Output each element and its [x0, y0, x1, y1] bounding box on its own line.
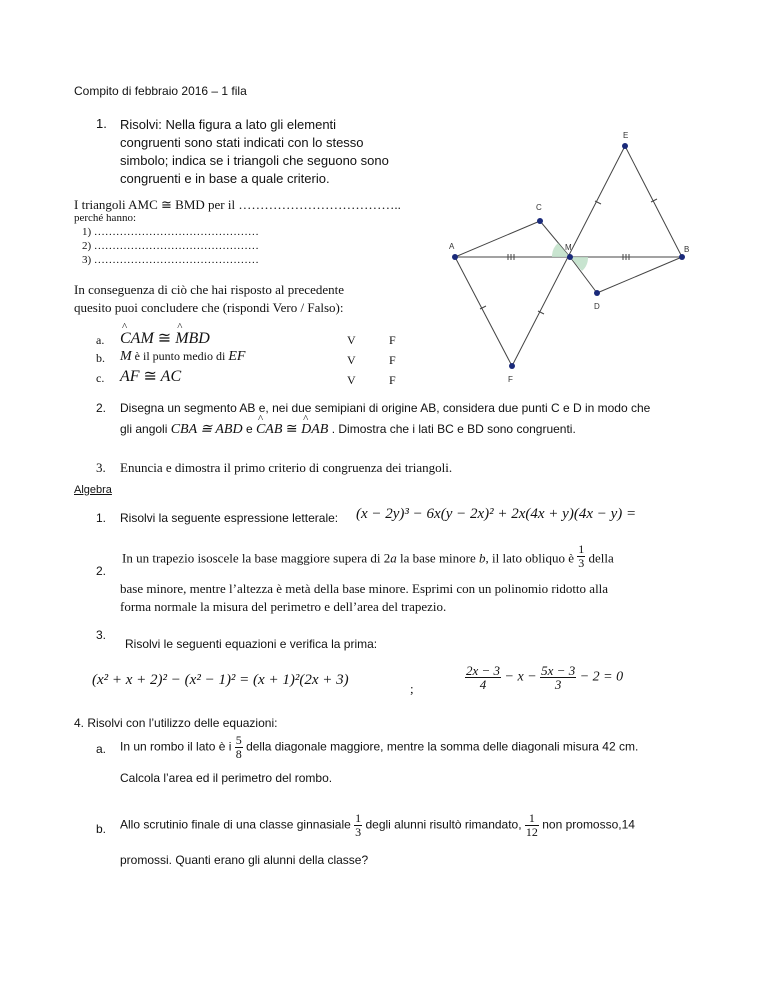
q2-pre-text: In un trapezio isoscele la base maggiore supera di 2: [122, 550, 391, 566]
alg-q3-text: Risolvi le seguenti equazioni e verifica la prima:: [125, 637, 378, 651]
q2-and: e: [245, 422, 256, 436]
reason-item: 2) ………………………………………: [82, 240, 259, 252]
q4a-label: a.: [96, 742, 107, 756]
vf-c-label: c.: [96, 371, 105, 385]
q2-number: 2.: [96, 401, 107, 415]
q1-line: Risolvi: Nella figura a lato gli elementi: [120, 117, 337, 132]
q4a-line1: [120, 734, 638, 761]
fraction-one-twelfth: $\frac{1}{12}$: [525, 811, 538, 839]
vf-c-v: V: [347, 373, 356, 387]
q3-text: Enuncia e dimostra il primo criterio di congruenza dei triangoli.: [120, 460, 453, 475]
vf-a-statement: [120, 328, 210, 348]
q4a-post: della diagonale maggiore, mentre la somma delle diagonali misura 42 cm.: [242, 739, 639, 754]
q2-post: . Dimostra che i lati BC e BD sono congruenti.: [331, 422, 576, 436]
vf-a-label: a.: [96, 333, 105, 347]
point-a: [452, 254, 458, 260]
alg-q2-number: 2.: [96, 564, 107, 578]
fraction-one-third: $\frac{1}{3}$: [578, 542, 585, 570]
var-b: b: [479, 550, 486, 566]
q1-line: congruenti e in base a quale criterio.: [120, 171, 330, 186]
congruent-symbol: ≅: [282, 422, 302, 437]
segment-ac-line: [455, 221, 540, 257]
segment-af: AF: [120, 368, 140, 385]
conseguenza-line: quesito puoi concludere che (rispondi Vero / Falso):: [74, 300, 344, 315]
section-algebra: Algebra: [74, 484, 112, 496]
q4b-line1: [120, 812, 635, 839]
q3-number: 3.: [96, 460, 106, 475]
angle-dab: ^ DAB: [301, 422, 328, 438]
q4b-post: non promosso,14: [538, 817, 635, 832]
alg-q2-line1: [122, 542, 614, 570]
point-f: [509, 363, 515, 369]
geometry-figure: [440, 128, 700, 390]
segment-af-line: [455, 257, 512, 366]
q2-post-text: , il lato obliquo è: [485, 550, 578, 566]
equation-2: [465, 664, 623, 691]
point-d: [594, 290, 600, 296]
vf-b-v: V: [347, 353, 356, 367]
q4b-pre: Allo scrutinio finale di una classe ginnasiale: [120, 817, 355, 832]
angle-mbd: ^ MBD: [175, 330, 210, 348]
equation-separator: ;: [410, 681, 414, 696]
label-e: E: [623, 131, 629, 140]
q2-angles-1: CBA ≅ ABD: [170, 422, 243, 437]
q4b-label: b.: [96, 822, 107, 836]
q2-pre: gli angoli: [120, 422, 171, 436]
vf-c-f: F: [389, 373, 396, 387]
label-m: M: [565, 243, 572, 252]
label-a: A: [449, 242, 455, 251]
angle-cab: ^ CAB: [256, 422, 282, 438]
label-f: F: [508, 375, 513, 384]
conseguenza-line: In conseguenza di ciò che hai risposto al precedente: [74, 282, 344, 297]
q4-title: 4. Risolvi con l’utilizzo delle equazioni:: [74, 716, 278, 730]
alg-q2-line2: base minore, mentre l’altezza è metà della base minore. Esprimi con un polinomio ridotto alla: [120, 581, 609, 596]
q2-end-text: della: [588, 550, 614, 566]
vf-b-label: b.: [96, 351, 105, 365]
q4a-pre: In un rombo il lato è i: [120, 739, 235, 754]
reason-item: 3) ………………………………………: [82, 254, 259, 266]
point-e: [622, 143, 628, 149]
segment-ef: EF: [228, 349, 246, 364]
vf-c-statement: [120, 366, 181, 386]
conseguenza-text: [74, 281, 344, 317]
q1-line: congruenti sono stati indicati con lo stesso: [120, 135, 364, 150]
eq2-mid: − x −: [501, 669, 541, 685]
label-c: C: [536, 203, 542, 212]
fraction-eq2-first: $\frac{2x - 3}{4}$: [466, 663, 501, 692]
q2-line1: Disegna un segmento AB e, nei due semipiani di origine AB, considera due punti C e D in modo che: [120, 401, 651, 415]
point-c: [537, 218, 543, 224]
angle-cam: ^ CAM: [120, 330, 154, 348]
q2-line2: [120, 421, 576, 438]
label-d: D: [594, 302, 600, 311]
congruent-symbol: ≅: [143, 368, 157, 385]
equation-1: (x² + x + 2)² − (x² − 1)² = (x + 1)²(2x + 3): [92, 672, 349, 688]
q1-number: 1.: [96, 116, 107, 131]
q2-mid-text: la base minore: [396, 550, 480, 566]
point-b: [679, 254, 685, 260]
eq2-end: − 2 = 0: [576, 669, 624, 685]
vf-b-statement: [120, 347, 245, 365]
q4b-line2: promossi. Quanti erano gli alunni della classe?: [120, 853, 369, 867]
reasons-list: [82, 225, 259, 267]
segment-ac: AC: [160, 368, 182, 385]
vf-b-f: F: [389, 353, 396, 367]
page-title: Compito di febbraio 2016 – 1 fila: [74, 84, 247, 98]
q4b-mid: degli alunni risultò rimandato,: [362, 817, 525, 832]
alg-q1-text: Risolvi la seguente espressione letterale:: [120, 511, 339, 525]
alg-q2-line3: forma normale la misura del perimetro e dell’area del trapezio.: [120, 599, 447, 614]
alg-q3-number: 3.: [96, 628, 107, 642]
alg-q1-number: 1.: [96, 511, 107, 525]
q1-text: [120, 116, 389, 188]
congruent-symbol: ≅: [157, 330, 172, 347]
point-m: M: [120, 349, 132, 364]
q4a-line2: Calcola l’area ed il perimetro del rombo.: [120, 771, 333, 785]
reason-item: 1) ………………………………………: [82, 226, 259, 238]
segment-eb-line: [625, 146, 682, 257]
var-a: a: [390, 550, 397, 566]
q1-line: simbolo; indica se i triangoli che seguono sono: [120, 153, 389, 168]
vf-b-text: è il punto medio di: [131, 349, 229, 363]
segment-db-line: [597, 257, 682, 293]
vf-a-f: F: [389, 333, 396, 347]
fraction-eq2-second: $\frac{5x - 3}{3}$: [541, 663, 576, 692]
label-b: B: [684, 245, 690, 254]
fraction-five-eighths: $\frac{5}{8}$: [235, 733, 242, 761]
perche-label: perché hanno:: [74, 212, 136, 224]
alg-q1-expression: (x − 2y)³ − 6x(y − 2x)² + 2x(4x + y)(4x − y) =: [356, 506, 637, 522]
fraction-one-third-b: $\frac{1}{3}$: [355, 811, 362, 839]
triangles-line: I triangoli AMC ≅ BMD per il ………………………………..: [74, 197, 401, 212]
vf-a-v: V: [347, 333, 356, 347]
point-m: [567, 254, 573, 260]
